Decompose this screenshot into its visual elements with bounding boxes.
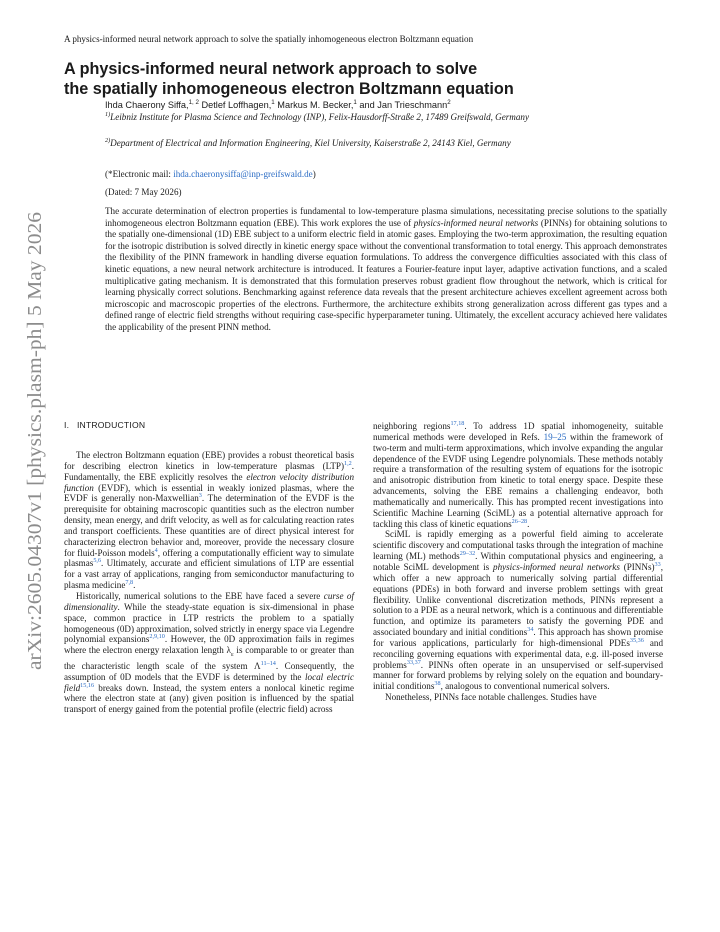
body-text: . Fundamentally, the EBE explicitly resolves the [64,460,354,482]
citation[interactable]: 1,2 [343,459,352,467]
body-text: . [527,518,530,529]
citation[interactable]: 11–14 [260,659,276,667]
section-number: I. [64,420,70,430]
citation[interactable]: 2,9,10 [149,633,165,641]
running-head: A physics-informed neural network approach to solve the spatially inhomogeneous electron Boltzmann equation [64,34,474,44]
body-text: . This approach has shown promise for various applications, particularly for high-dimensional PDEs [373,627,663,648]
body-text: . [133,580,136,591]
title-line-2: the spatially inhomogeneous electron Boltzmann equation [64,80,514,98]
body-text: . However, the 0D approximation fails in regimes where the electron energy relaxation length λ [64,634,355,656]
body-text: . PINNs often operate in an unsupervised or self-supervised manner for forward problems by relying solely on the equation and boundary-initial conditions [373,659,663,692]
body-text: breaks down. Instead, the system enters a nonlocal kinetic regime where the electron state at (any) given position is influenced by the spatial transport of energy gained from the potential profile (electric field) across [64,682,354,715]
body-text: (EVDF), which is essential in weakly ionized plasmas, where the EVDF is generally non-Maxwellian [64,482,354,504]
body-text: , offering a computationally efficient way to simulate plasmas [64,547,354,569]
email-label: (*Electronic mail: [105,169,174,179]
body-text: The electron Boltzmann equation (EBE) provides a robust theoretical basis for describing electron kinetics in low-temperature plasmas (LTP) [64,450,354,471]
paragraph [373,421,663,529]
emphasis: local electric field [64,671,354,693]
citation[interactable]: 3 [198,492,202,500]
body-text: . Within computational physics and engineering, a notable SciML development is [373,551,664,572]
citation[interactable]: 38 [434,680,441,688]
affiliation-2 [105,137,665,149]
reference-link[interactable]: 19–25 [543,431,567,442]
author-affiliation-mark: 1 [271,99,275,106]
paragraph [373,529,663,692]
affiliation-1 [105,111,665,123]
emphasis: physics-informed neural networks [493,561,620,572]
body-text: . While the steady-state equation is six-dimensional in phase space, common practice in LTP restricts the problem to a spatially homogeneous (0D) approximation, solved strictly in energy space via Legendre polynomial expansions [64,601,354,645]
body-text: . The determination of the EVDF is the prerequisite for obtaining macroscopic quantities such as the electron number density, mean energy, and drift velocity, as well as for calculating reaction rates and transport coefficients. These quantities are of direct physical interest for characterizing electron behavior and, moreover, provide the necessary closure for fluid-Poisson models [64,493,354,558]
body-text: Nonetheless, PINNs face notable challenges. Studies have [385,692,597,703]
citation[interactable]: 15,16 [80,681,95,689]
author-affiliation-mark: 1 [353,99,357,106]
emphasis: curse of dimensionality [64,590,355,612]
email-link[interactable]: ihda.chaeronysiffa@inp-greifswald.de [173,169,313,179]
title-line-1: A physics-informed neural network approach to solve [64,60,478,78]
corresponding-email [105,168,665,180]
section-title: INTRODUCTION [76,420,146,430]
body-text: and reconciling governing equations with experimental data, e.g. ill-posed inverse problems [373,637,663,670]
citation[interactable]: 7,8 [125,579,134,587]
author-name: Ihda Chaerony Siffa, [105,100,189,110]
emphasis: electron velocity distribution function [64,471,354,493]
body-text: Historically, numerical solutions to the EBE have faced a severe [76,590,324,601]
subscript: ε [230,651,234,658]
paragraph [64,591,354,715]
arxiv-stamp-text: arXiv:2605.04307v1 [physics.plasm-ph] 5 May 2026 [24,233,46,670]
paragraph [373,692,663,703]
body-column-right [373,421,663,703]
author-list [105,99,665,111]
citation[interactable]: 17,18 [450,420,465,427]
abstract-emphasis: physics-informed neural networks [413,217,539,228]
citation[interactable]: 35,36 [629,636,644,644]
body-text: (PINNs) [619,561,655,572]
body-text: . Consequently, the assumption of 0D models that the EVDF is determined by the [64,660,355,682]
author-name: Markus M. Becker, [274,100,354,110]
citation[interactable]: 34 [527,626,534,634]
affiliation-mark: 2) [105,137,111,144]
author-name: and Jan Trieschmann [356,100,448,110]
author-affiliation-mark: 2 [447,99,451,106]
citation[interactable]: 29–32 [459,550,476,558]
email-close: ) [312,169,316,179]
abstract-text: The accurate determination of electron properties is fundamental to low-temperature plasma simulations, necessitating precise solutions to the spatially inhomogeneous electron Boltzmann equation (EBE). This work explores the use of [105,206,667,228]
body-column-left [64,450,354,715]
citation[interactable]: 33,37 [406,658,421,666]
affiliation-text: Leibniz Institute for Plasma Science and Technology (INP), Felix-Hausdorff-Straße 2, 17489 Greifswald, Germany [110,112,530,122]
author-name: Detlef Loffhagen, [198,100,272,110]
citation[interactable]: 4 [154,546,158,554]
arxiv-identifier-stamp [4,210,54,670]
section-heading [64,420,145,430]
paper-title [64,59,664,99]
body-text: , which offer a new approach to numerically solving partial differential equations (PDEs) in both forward and inverse problem settings with great flexibility. Unlike conventional discretization methods, PINNs represent a solution to a PDE as a neural network, which is a continuous and differentiable function, and optimize its parameters to satisfy the governing PDE and associated boundary and initial conditions [373,561,663,638]
body-text: within the framework of two-term and multi-term approximations, which involve expanding the angular dependence of the EVDF using Legendre polynomials. These methods notably require a transformation of the resulting system of equations for the isotropic and anisotropic distribution from kinetic to total energy space. Despite these advancements, solving the EBE remains a challenging endeavor, both mathematically and numerically. This has prompted recent investigations into Scientific Machine Learning (SciML) as a potential alternative approach for tackling this class of kinetic equations [373,431,663,529]
author-affiliation-mark: 1, 2 [188,99,199,106]
citation[interactable]: 5,6 [93,557,102,565]
body-text: is comparable to or greater than the characteristic length scale of the system Λ [64,645,354,671]
body-text: . To address 1D spatial inhomogeneity, suitable numerical methods were developed in Refs. [373,421,663,442]
affiliation-mark: 1) [105,111,111,118]
body-text: neighboring regions [373,421,451,431]
abstract-text: (PINNs) for obtaining solutions to the spatially one-dimensional (1D) EBE subject to a uniform electric field in atomic gases. Employing the two-term approximation, the resulting equation for the isotropic distribution is solved directly in kinetic energy space without the conventional transformation to total energy. This approach demonstrates the flexibility of the PINN framework in handling diverse equation formulations. To address the convergence difficulties associated with this class of kinetic equations, a new neural network architecture is introduced. It features a Fourier-feature input layer, adaptive activation functions, and a scaled multiplicative gating mechanism. It is demonstrated that this formulation preserves robust gradient flow throughout the network, which is critical for learning physically correct solutions. Benchmarking against reference data reveals that the present architecture achieves excellent agreement across both microscopic and macroscopic properties of the electrons. Furthermore, the architecture exhibits strong generalization across different gas types and a defined range of electric field strengths without requiring case-specific hyperparameter tuning. Ultimately, the excellent accuracy achieved here validates the applicability of the present PINN method. [105,217,667,332]
dated-line: (Dated: 7 May 2026) [105,187,182,197]
body-text: . Ultimately, accurate and efficient simulations of LTP are essential for a vast array of applications, ranging from semiconductor manufacturing to plasma medicine [64,558,354,591]
body-text: , analogous to conventional numerical solvers. [440,681,610,692]
body-text: SciML is rapidly emerging as a powerful field aiming to accelerate scientific discovery and computational tasks through the integration of machine learning (ML) methods [373,529,663,562]
paragraph [64,450,354,591]
abstract [105,206,667,334]
affiliation-text: Department of Electrical and Information Engineering, Kiel University, Kaiserstraße 2, 24143 Kiel, Germany [110,138,511,148]
citation[interactable]: 26–28 [511,517,528,525]
citation[interactable]: 33 [654,560,661,568]
